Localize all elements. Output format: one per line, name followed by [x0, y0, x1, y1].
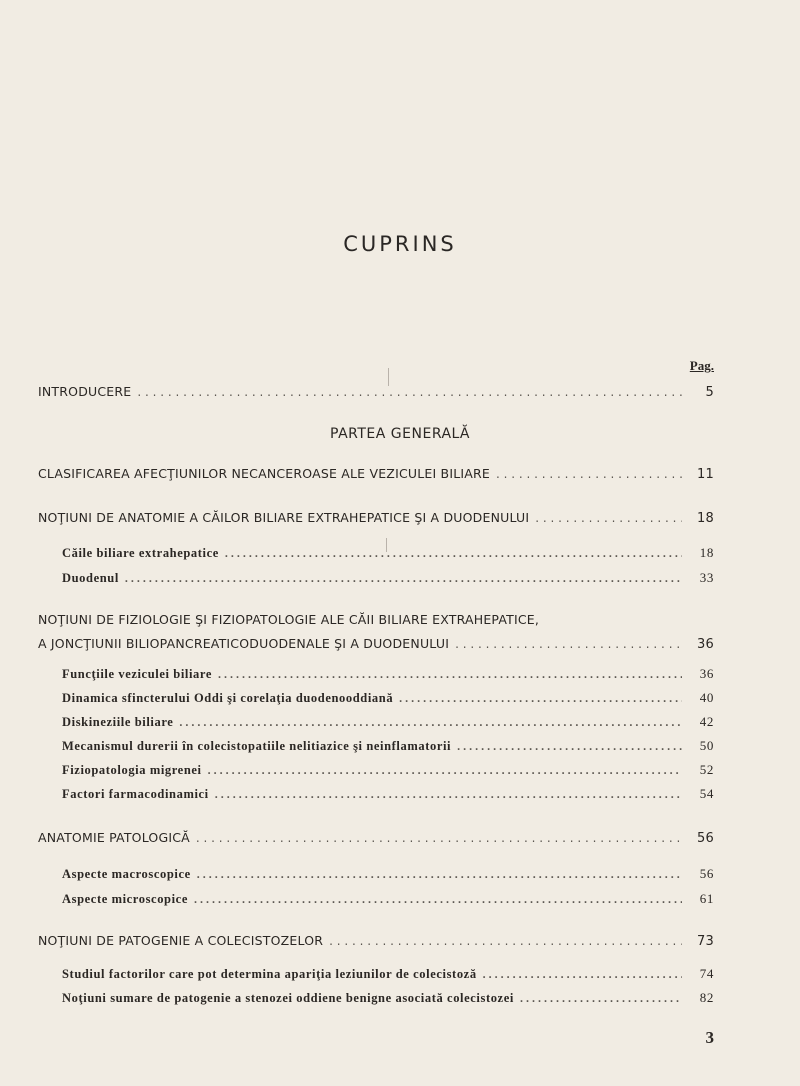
dot-leader	[197, 867, 682, 882]
toc-entry-page: 74	[699, 966, 714, 981]
toc-subentry[interactable]	[62, 666, 714, 682]
toc-entry-intro[interactable]	[38, 384, 714, 400]
toc-entry-text: ANATOMIE PATOLOGICĂ	[38, 830, 190, 845]
dot-leader	[329, 934, 682, 948]
toc-subentry[interactable]	[62, 786, 714, 802]
toc-entry-text: Fiziopatologia migrenei	[62, 763, 202, 777]
toc-entry-text: Factori farmacodinamici	[62, 787, 209, 801]
toc-entry-text: Mecanismul durerii în colecistopatiile nelitiazice şi neinflamatorii	[62, 739, 452, 753]
dot-leader	[208, 763, 682, 778]
toc-entry-text: CLASIFICAREA AFECŢIUNILOR NECANCEROASE ALE VEZICULEI BILIARE	[38, 466, 491, 481]
toc-entry-text: Noţiuni sumare de patogenie a stenozei oddiene benigne asociată colecistozei	[62, 991, 514, 1005]
toc-subentry[interactable]	[62, 891, 714, 907]
toc-subentry[interactable]	[62, 762, 714, 778]
toc-entry-text: Diskineziile biliare	[62, 715, 174, 729]
dot-leader	[520, 991, 682, 1006]
toc-entry-page: 56	[699, 866, 714, 881]
toc-subentry[interactable]	[62, 545, 714, 561]
page-column-label: Pag.	[689, 358, 714, 373]
toc-entry-page: 54	[699, 786, 714, 801]
dot-leader	[194, 892, 682, 907]
toc-entry[interactable]	[38, 636, 714, 652]
toc-entry-text: NOŢIUNI DE PATOGENIE A COLECISTOZELOR	[38, 933, 324, 948]
toc-subentry[interactable]	[62, 966, 714, 982]
toc-subentry[interactable]	[62, 866, 714, 882]
toc-entry-text: Dinamica sfincterului Oddi şi corelaţia duodenooddiană	[62, 691, 394, 705]
toc-entry-page: 50	[699, 738, 714, 753]
toc-entry[interactable]	[38, 466, 714, 482]
toc-entry-text: INTRODUCERE	[38, 384, 132, 399]
toc-entry-text: Studiul factorilor care pot determina apariţia leziunilor de colecistoză	[62, 967, 477, 981]
dot-leader	[483, 967, 682, 982]
toc-entry-page: 73	[697, 934, 714, 949]
toc-entry-page: 36	[697, 637, 714, 652]
dot-leader	[218, 667, 682, 682]
toc-entry-page: 11	[697, 467, 714, 482]
dot-leader	[457, 739, 682, 754]
toc-entry-text: A JONCŢIUNII BILIOPANCREATICODUODENALE ŞI A DUODENULUI	[38, 636, 450, 651]
toc-entry-line1: NOŢIUNI DE FIZIOLOGIE ŞI FIZIOPATOLOGIE ALE CĂII BILIARE EXTRAHEPATICE,	[38, 612, 540, 627]
toc-entry-text: Căile biliare extrahepatice	[62, 546, 219, 560]
paper-mark	[386, 538, 387, 552]
page-title: CUPRINS	[343, 232, 457, 256]
toc-entry-page: 18	[697, 511, 714, 526]
toc-entry-page: 61	[699, 891, 714, 906]
paper-mark	[388, 368, 389, 386]
dot-leader	[215, 787, 682, 802]
dot-leader	[137, 385, 682, 399]
dot-leader	[455, 637, 682, 651]
toc-entry-page: 40	[699, 690, 714, 705]
part-heading: PARTEA GENERALĂ	[330, 426, 470, 442]
toc-entry-text: Aspecte microscopice	[62, 892, 188, 906]
dot-leader	[179, 715, 682, 730]
toc-entry-page: 18	[699, 545, 714, 560]
toc-entry-page: 52	[699, 762, 714, 777]
toc-entry-text: Aspecte macroscopice	[62, 867, 191, 881]
toc-subentry[interactable]	[62, 690, 714, 706]
dot-leader	[399, 691, 682, 706]
toc-entry[interactable]	[38, 933, 714, 949]
toc-entry-page: 82	[699, 990, 714, 1005]
toc-entry-text: NOŢIUNI DE ANATOMIE A CĂILOR BILIARE EXTRAHEPATICE ŞI A DUODENULUI	[38, 510, 530, 525]
toc-subentry[interactable]	[62, 570, 714, 586]
dot-leader	[125, 571, 682, 586]
toc-entry-page: 42	[699, 714, 714, 729]
toc-subentry[interactable]	[62, 990, 714, 1006]
dot-leader	[225, 546, 682, 561]
dot-leader	[496, 467, 682, 481]
toc-entry[interactable]	[38, 830, 714, 846]
toc-entry-page: 36	[699, 666, 714, 681]
toc-entry-text: Duodenul	[62, 571, 119, 585]
page-number: 3	[705, 1028, 714, 1047]
dot-leader	[535, 511, 682, 525]
toc-subentry[interactable]	[62, 738, 714, 754]
toc-entry-page: 56	[697, 831, 714, 846]
toc-subentry[interactable]	[62, 714, 714, 730]
toc-entry[interactable]	[38, 510, 714, 526]
toc-entry-page: 5	[705, 385, 714, 400]
toc-entry-page: 33	[699, 570, 714, 585]
dot-leader	[196, 831, 682, 845]
toc-entry-text: Funcţiile veziculei biliare	[62, 667, 212, 681]
